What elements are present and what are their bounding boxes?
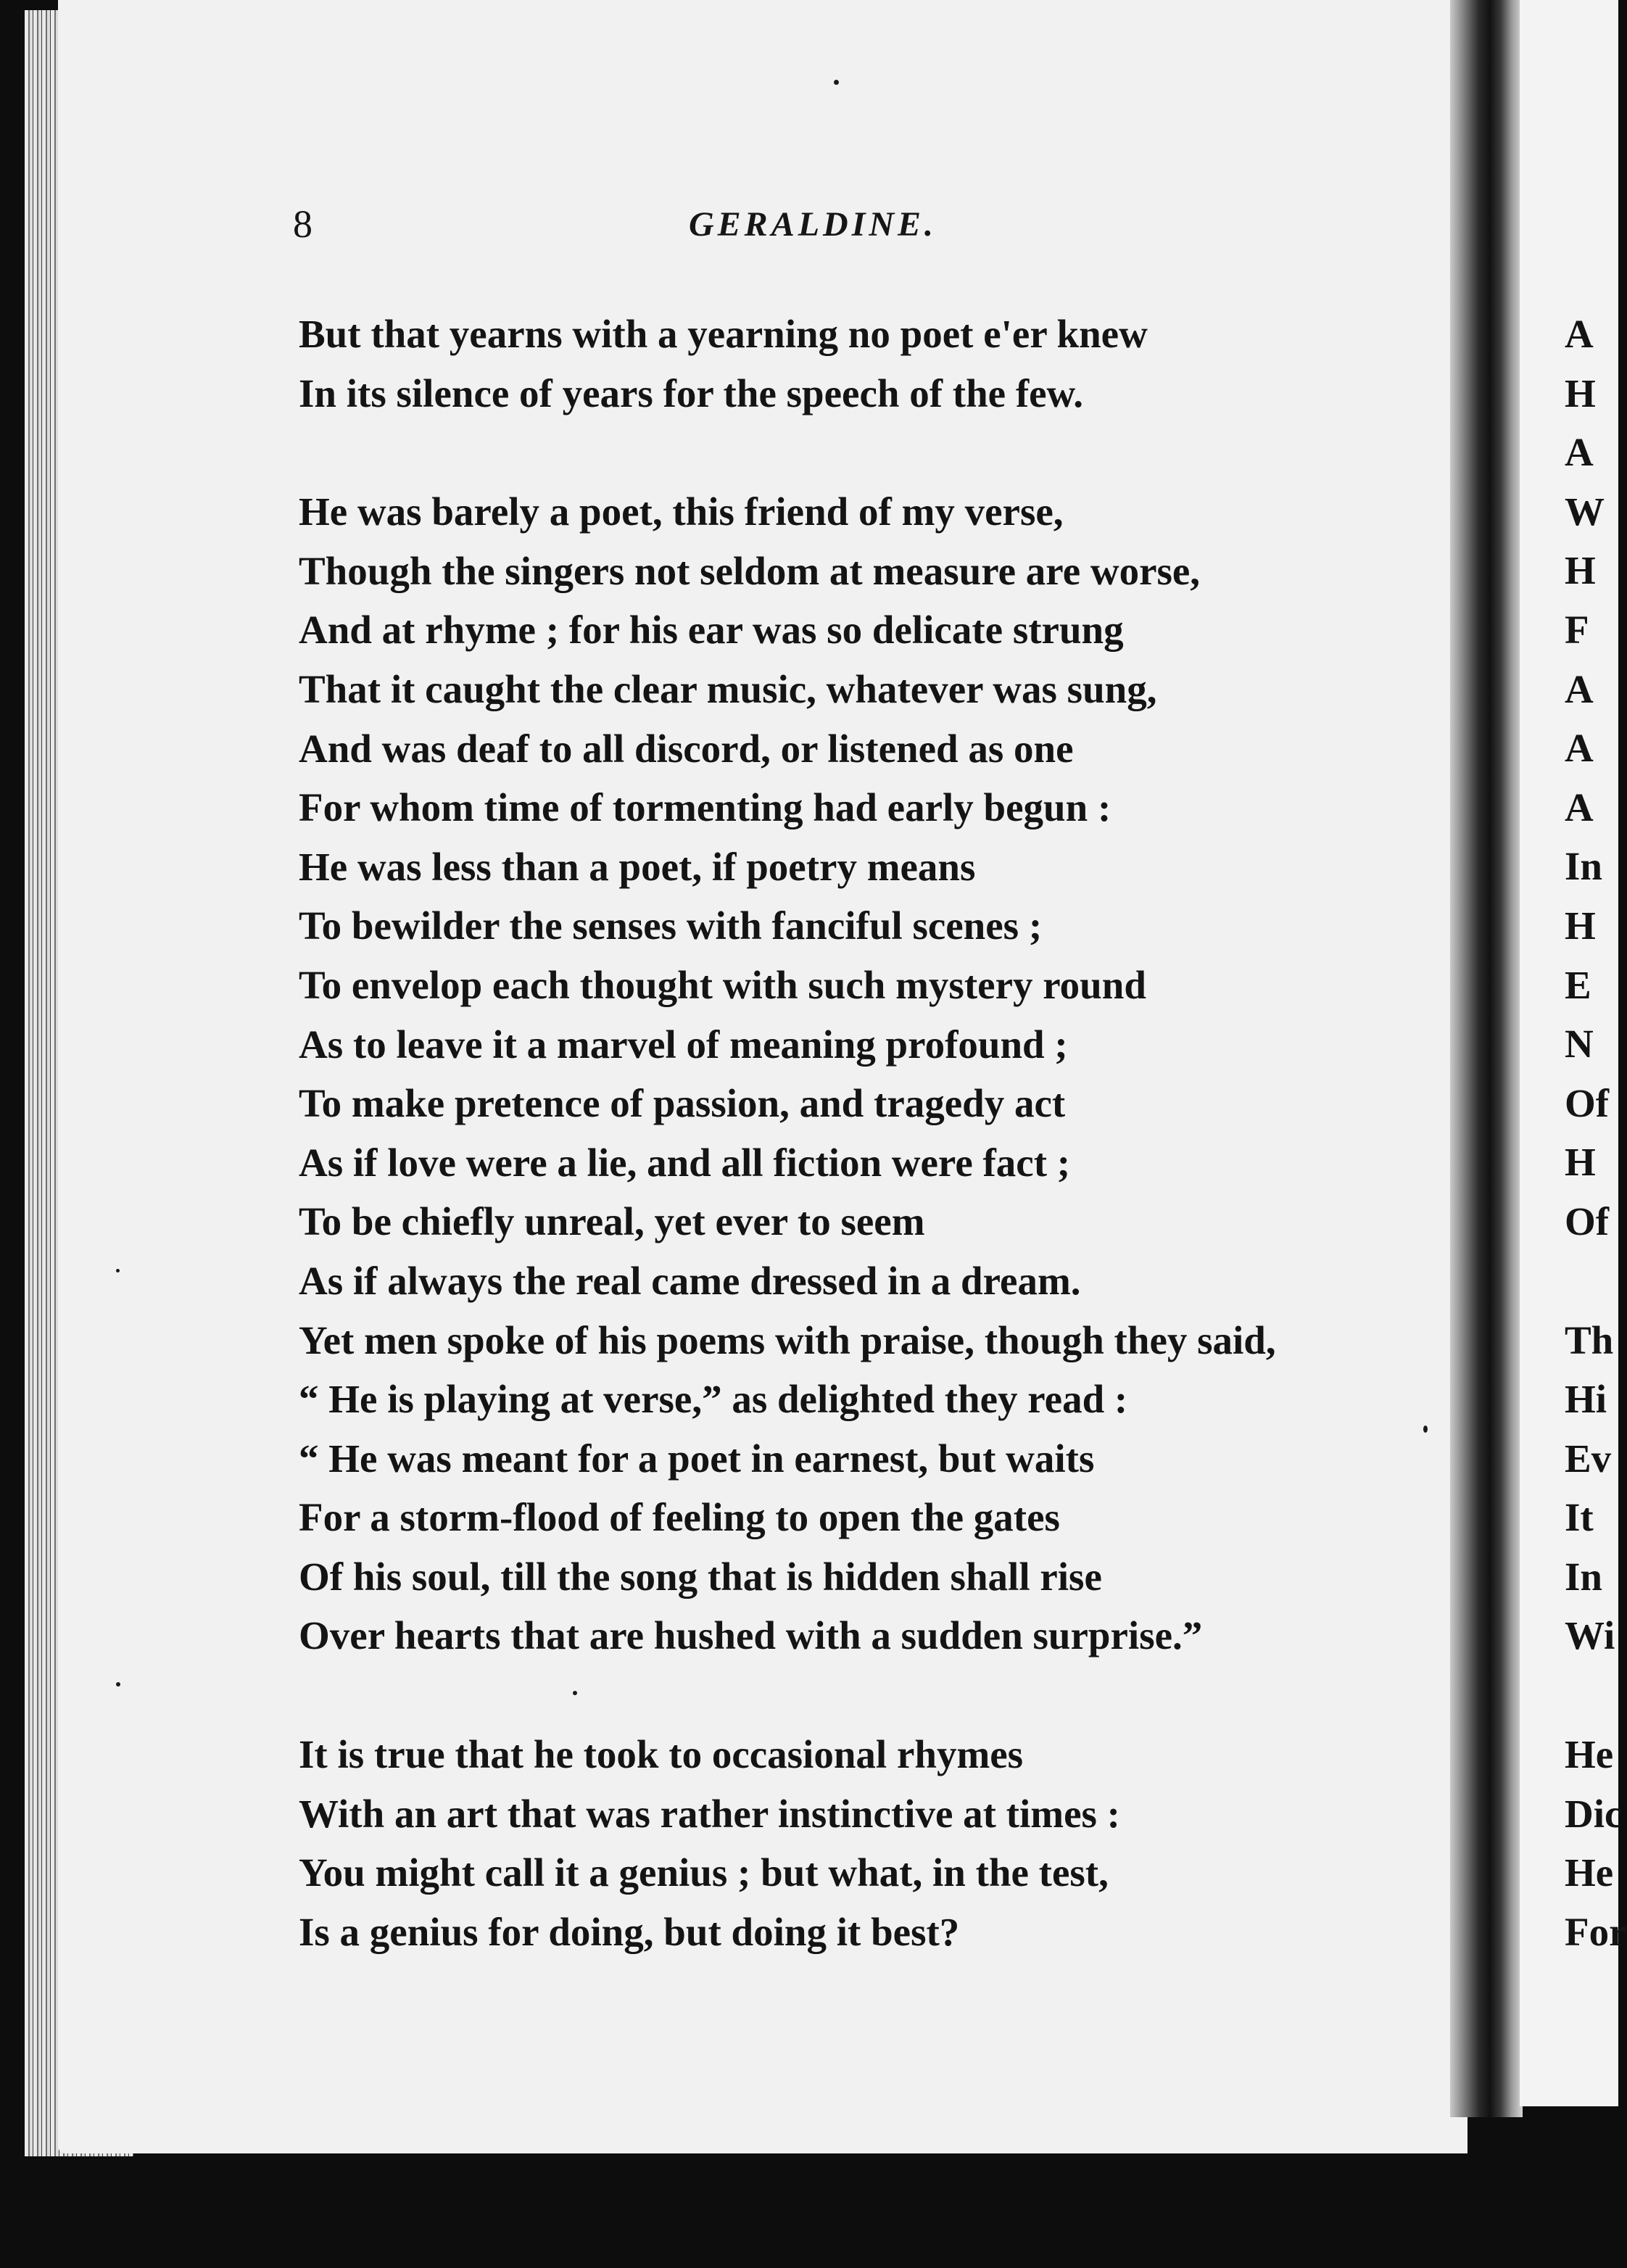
fragment-line: F <box>1565 607 1589 652</box>
stanza <box>299 482 1430 1665</box>
poem-line: As if love were a lie, and all fiction were fact ; <box>299 1140 1071 1185</box>
fragment-line: Th <box>1565 1317 1614 1362</box>
poem-line: And at rhyme ; for his ear was so delicate strung <box>299 608 1124 653</box>
fragment-line: A <box>1565 785 1594 829</box>
poem-line: To envelop each thought with such mystery round <box>299 962 1146 1007</box>
poem-line: Is a genius for doing, but doing it best? <box>299 1909 960 1954</box>
poem-line: He was less than a poet, if poetry means <box>299 844 976 889</box>
poem-line: That it caught the clear music, whatever was sung, <box>299 666 1157 711</box>
fragment-line: Hi <box>1565 1377 1607 1422</box>
stanza <box>1565 1725 1627 1961</box>
poem-line: For whom time of tormenting had early begun : <box>299 785 1111 830</box>
fragment-line: W <box>1565 489 1605 534</box>
book-gutter <box>1450 0 1523 2117</box>
stanza <box>1565 305 1618 1251</box>
running-title: GERALDINE. <box>689 205 937 244</box>
poem-line: To bewilder the senses with fanciful scenes ; <box>299 903 1043 948</box>
fragment-line: H <box>1565 548 1596 593</box>
fragment-line: N <box>1565 1022 1594 1067</box>
fragment-line: A <box>1565 666 1594 711</box>
facing-page-text-fragment <box>1565 305 1627 1961</box>
poem-line: To make pretence of passion, and tragedy act <box>299 1081 1066 1126</box>
poem-line: “ He is playing at verse,” as delighted they read : <box>299 1377 1128 1422</box>
poem-line: To be chiefly unreal, yet ever to seem <box>299 1199 925 1244</box>
fragment-line: Wi <box>1565 1613 1615 1658</box>
fragment-line: Of <box>1565 1080 1610 1125</box>
stanza <box>299 305 1430 423</box>
scan-speck <box>1423 1425 1428 1433</box>
fragment-line: H <box>1565 903 1596 948</box>
stanza <box>299 1725 1430 1961</box>
fragment-line: A <box>1565 430 1594 475</box>
poem-line: Yet men spoke of his poems with praise, though they said, <box>299 1317 1276 1362</box>
poem-line: As if always the real came dressed in a dream. <box>299 1258 1081 1303</box>
fragment-line: It <box>1565 1495 1594 1540</box>
poem-line: He was barely a poet, this friend of my verse, <box>299 489 1064 534</box>
fragment-line: In <box>1565 844 1602 889</box>
fragment-line: H <box>1565 371 1596 415</box>
fragment-line: In <box>1565 1554 1602 1599</box>
poem-line: But that yearns with a yearning no poet e'er knew <box>299 312 1148 356</box>
scan-speck <box>573 1691 577 1695</box>
poem-line: You might call it a genius ; but what, in the test, <box>299 1850 1109 1895</box>
poem-line: For a storm-flood of feeling to open the gates <box>299 1495 1060 1540</box>
scan-speck <box>116 1682 120 1686</box>
poem-text <box>299 305 1430 1961</box>
fragment-line: Dic <box>1565 1791 1623 1836</box>
poem-line: “ He was meant for a poet in earnest, but waits <box>299 1436 1095 1481</box>
poem-line: Over hearts that are hushed with a sudden surprise.” <box>299 1613 1203 1658</box>
fragment-line: H <box>1565 1140 1596 1185</box>
running-head <box>290 202 1378 260</box>
scan-speck <box>116 1269 120 1272</box>
poem-line: Of his soul, till the song that is hidden shall rise <box>299 1554 1102 1599</box>
poem-line: Though the singers not seldom at measure are worse, <box>299 548 1201 593</box>
poem-line: And was deaf to all discord, or listened as one <box>299 726 1074 771</box>
fragment-line: A <box>1565 312 1594 356</box>
poem-line: In its silence of years for the speech of the few. <box>299 371 1083 415</box>
fragment-line: Of <box>1565 1199 1610 1243</box>
fragment-line: He <box>1565 1732 1614 1777</box>
fragment-line: Ev <box>1565 1436 1612 1481</box>
fragment-line: A <box>1565 726 1594 771</box>
page-number: 8 <box>293 202 312 246</box>
poem-line: With an art that was rather instinctive at times : <box>299 1791 1120 1836</box>
poem-line: It is true that he took to occasional rhymes <box>299 1732 1024 1777</box>
fragment-line: E <box>1565 962 1591 1007</box>
fragment-line: For <box>1565 1909 1627 1954</box>
stanza <box>1565 1311 1618 1666</box>
poem-line: As to leave it a marvel of meaning profound ; <box>299 1022 1068 1067</box>
scan-speck <box>834 80 839 85</box>
fragment-line: He <box>1565 1850 1614 1895</box>
